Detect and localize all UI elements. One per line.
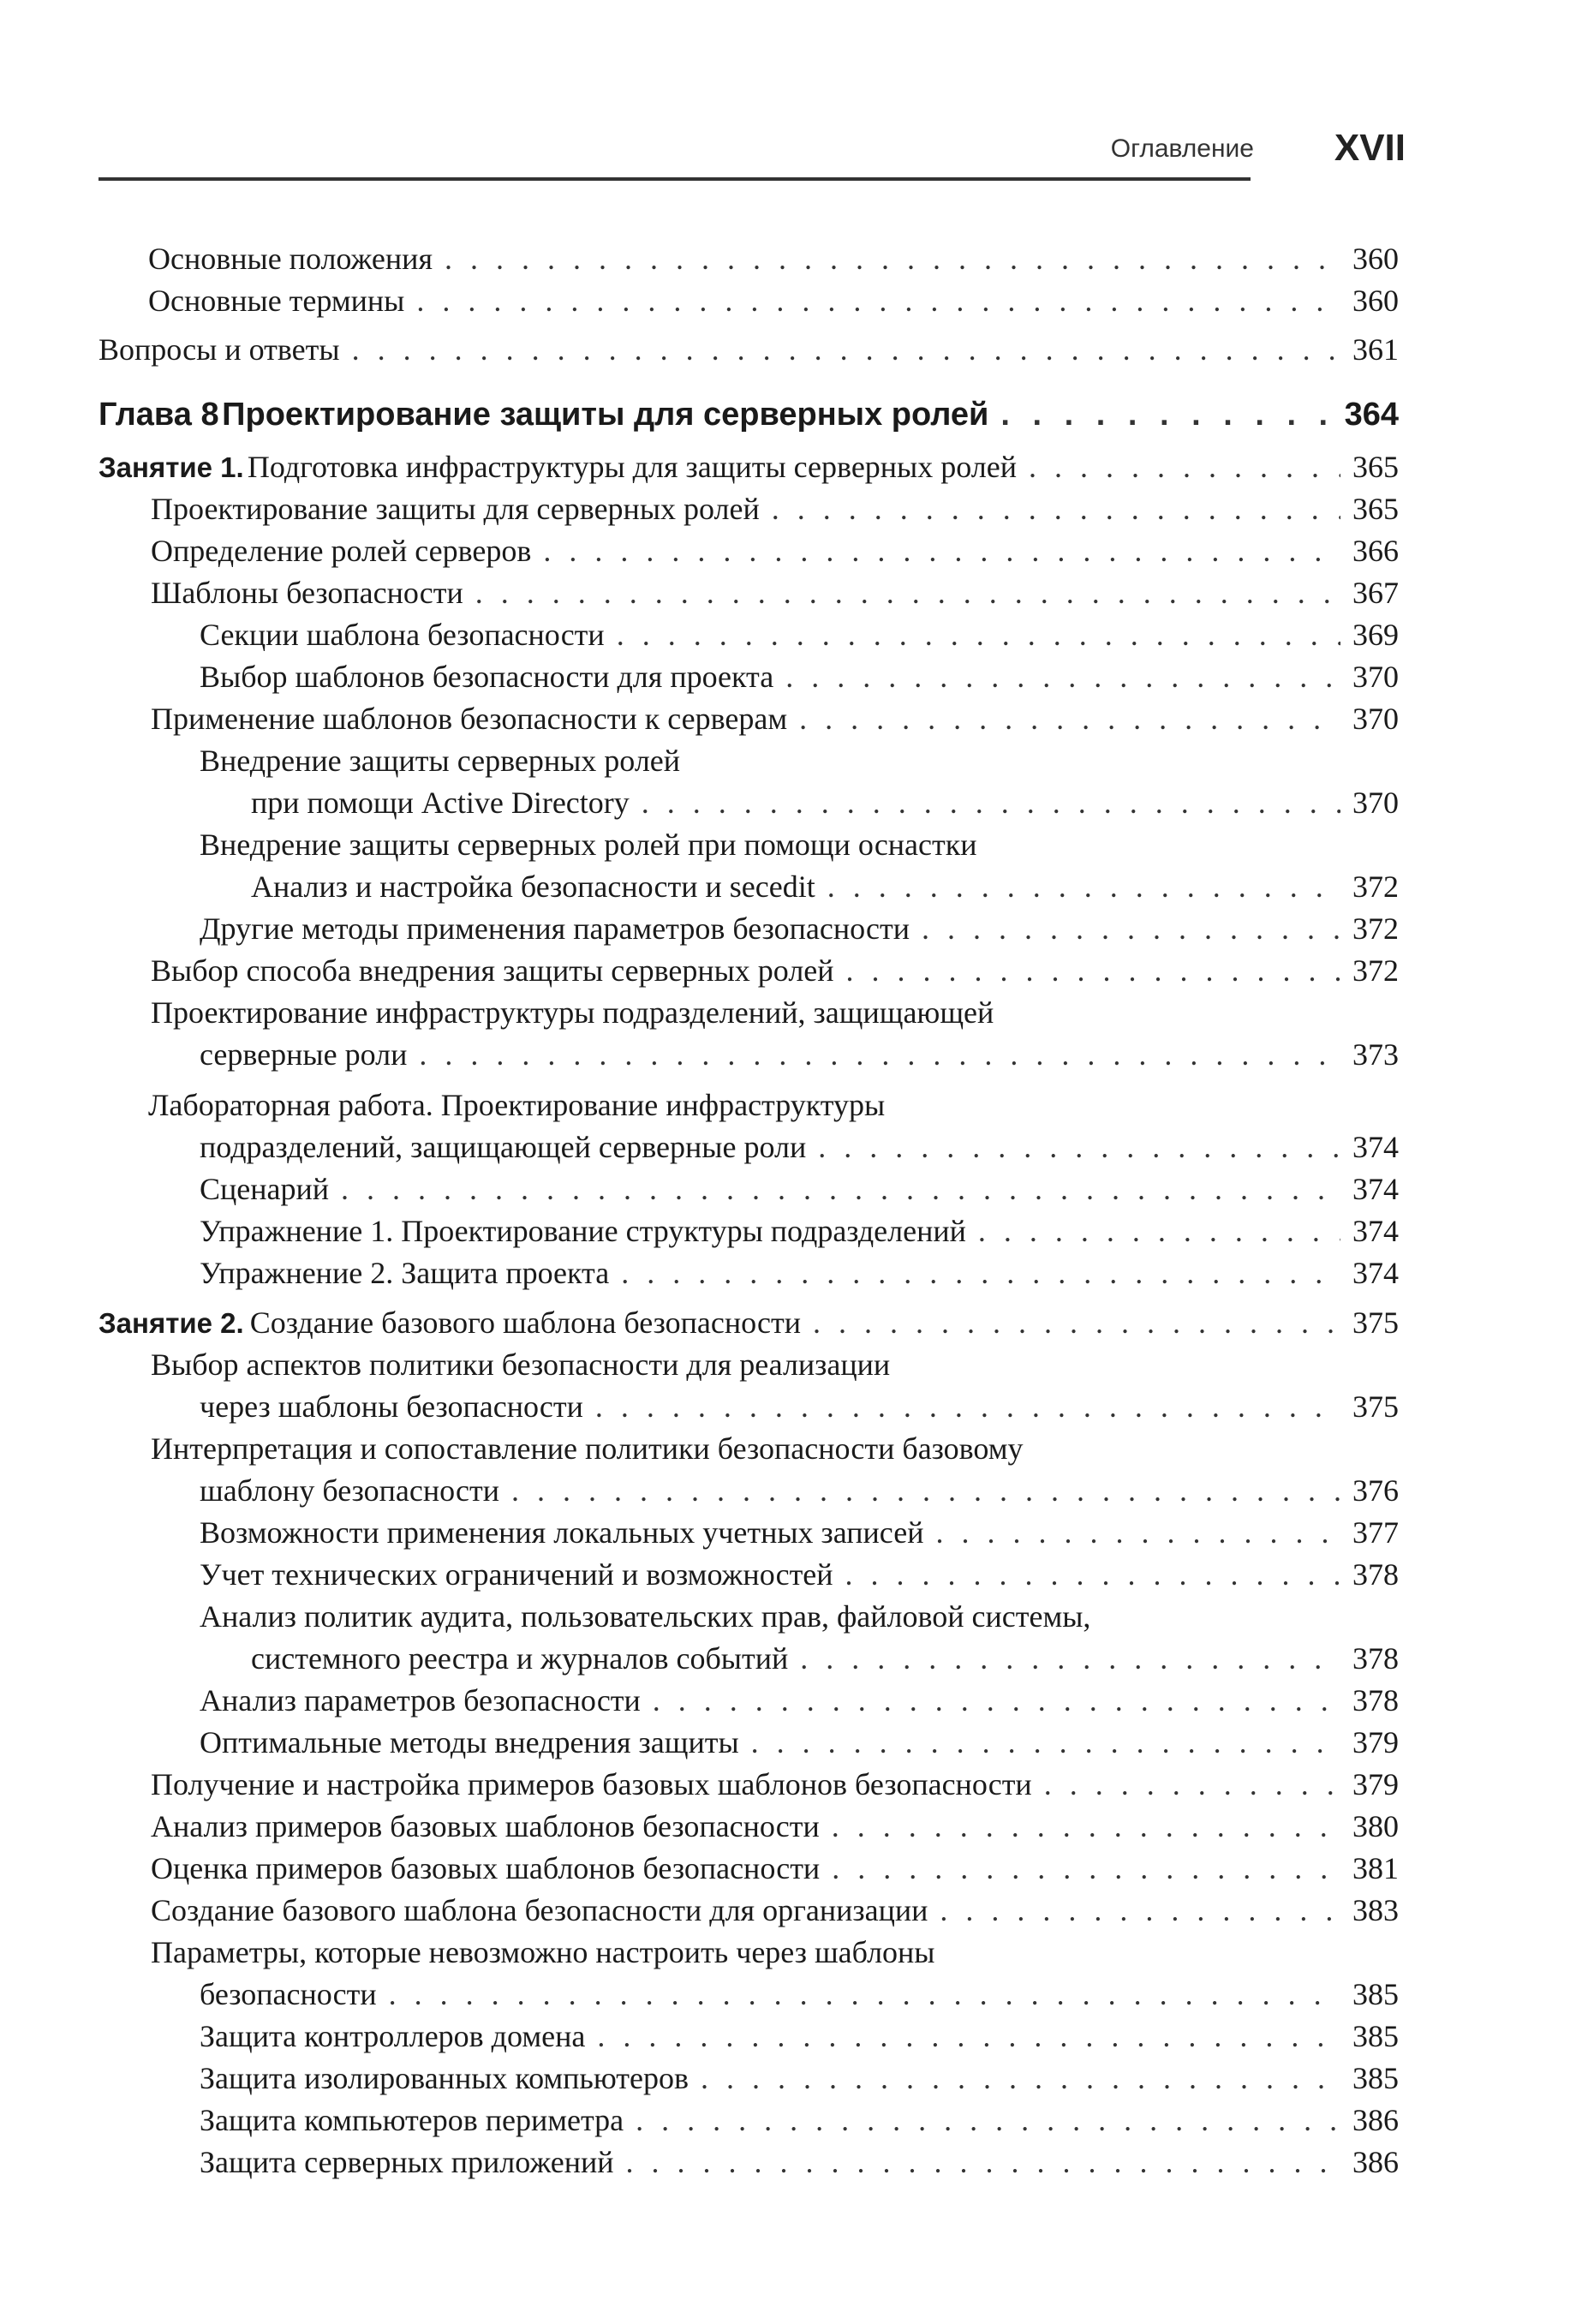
toc-entry: Анализ параметров безопасности . . . 378 — [200, 1682, 1399, 1719]
toc-entry: Анализ и настройка безопасности и secedit . . . 372 — [251, 868, 1399, 905]
toc-entry: Упражнение 2. Защита проекта . . . 374 — [200, 1254, 1399, 1292]
toc-entry: Выбор шаблонов безопасности для проекта . . . 370 — [200, 658, 1399, 696]
toc-entry: Сценарий . . . 374 — [200, 1170, 1399, 1208]
toc-entry: Учет технических ограничений и возможностей . . . 378 — [200, 1556, 1399, 1593]
toc-entry: Основные положения . . . 360 — [148, 240, 1399, 278]
toc-entry: шаблону безопасности . . . 376 — [200, 1472, 1399, 1509]
toc-entry: Другие методы применения параметров безопасности . . . 372 — [200, 910, 1399, 947]
toc-entry: Защита серверных приложений . . . 386 — [200, 2143, 1399, 2181]
toc-entry: Защита компьютеров периметра . . . 386 — [200, 2101, 1399, 2139]
toc-entry: Оценка примеров базовых шаблонов безопасности . . . 381 — [151, 1849, 1399, 1887]
toc-entry: Проектирование защиты для серверных ролей . . . 365 — [151, 490, 1399, 528]
toc-chapter-entry: Глава 8 Проектирование защиты для серверных ролей . . . 364 — [99, 396, 1399, 433]
toc-entry: Создание базового шаблона безопасности для организации . . . 383 — [151, 1891, 1399, 1929]
toc-entry: Внедрение защиты серверных ролей при помощи оснастки — [200, 827, 977, 862]
toc-entry: Выбор способа внедрения защиты серверных ролей . . . 372 — [151, 952, 1399, 989]
toc-entry: Лабораторная работа. Проектирование инфраструктуры — [148, 1088, 886, 1122]
toc-lesson-entry: Занятие 2. Создание базового шаблона безопасности . . . 375 — [99, 1304, 1399, 1342]
toc-entry: серверные роли . . . 373 — [200, 1036, 1399, 1073]
toc-entry: Внедрение защиты серверных ролей — [200, 744, 681, 778]
toc-entry: Выбор аспектов политики безопасности для реализации — [151, 1347, 891, 1382]
toc-entry: Получение и настройка примеров базовых шаблонов безопасности . . . 379 — [151, 1765, 1399, 1803]
toc-entry: Параметры, которые невозможно настроить через шаблоны — [151, 1935, 935, 1969]
running-header-title: Оглавление — [1110, 134, 1254, 163]
toc-entry: Анализ политик аудита, пользовательских прав, файловой системы, — [200, 1599, 1091, 1634]
toc-lesson-entry: Занятие 1. Подготовка инфраструктуры для защиты серверных ролей . . . 365 — [99, 448, 1399, 487]
toc-entry: Секции шаблона безопасности . . . 369 — [200, 616, 1399, 654]
header-rule — [99, 177, 1251, 181]
toc-entry: безопасности . . . 385 — [200, 1975, 1399, 2013]
toc-entry: Шаблоны безопасности . . . 367 — [151, 574, 1399, 612]
toc-entry: Проектирование инфраструктуры подразделений, защищающей — [151, 995, 994, 1030]
toc-entry: Защита контроллеров домена . . . 385 — [200, 2017, 1399, 2055]
toc-entry: при помощи Active Directory . . . 370 — [251, 784, 1399, 821]
toc-entry: Возможности применения локальных учетных записей . . . 377 — [200, 1514, 1399, 1551]
toc-entry: Оптимальные методы внедрения защиты . . . 379 — [200, 1724, 1399, 1761]
toc-entry: Применение шаблонов безопасности к серверам . . . 370 — [151, 700, 1399, 738]
toc-entry: Интерпретация и сопоставление политики безопасности базовому — [151, 1431, 1024, 1466]
toc-entry: Анализ примеров базовых шаблонов безопасности . . . 380 — [151, 1807, 1399, 1845]
toc-entry: подразделений, защищающей серверные роли . . . 374 — [200, 1128, 1399, 1166]
toc-entry: Защита изолированных компьютеров . . . 385 — [200, 2059, 1399, 2097]
toc-entry: Определение ролей серверов . . . 366 — [151, 532, 1399, 570]
toc-entry: через шаблоны безопасности . . . 375 — [200, 1388, 1399, 1425]
toc-entry: Вопросы и ответы . . . 361 — [99, 331, 1399, 368]
running-header-page-number: XVII — [1334, 127, 1406, 169]
toc-entry: Основные термины . . . 360 — [148, 282, 1399, 320]
toc-entry: Упражнение 1. Проектирование структуры подразделений . . . 374 — [200, 1212, 1399, 1250]
toc-entry: системного реестра и журналов событий . . . 378 — [251, 1640, 1399, 1677]
